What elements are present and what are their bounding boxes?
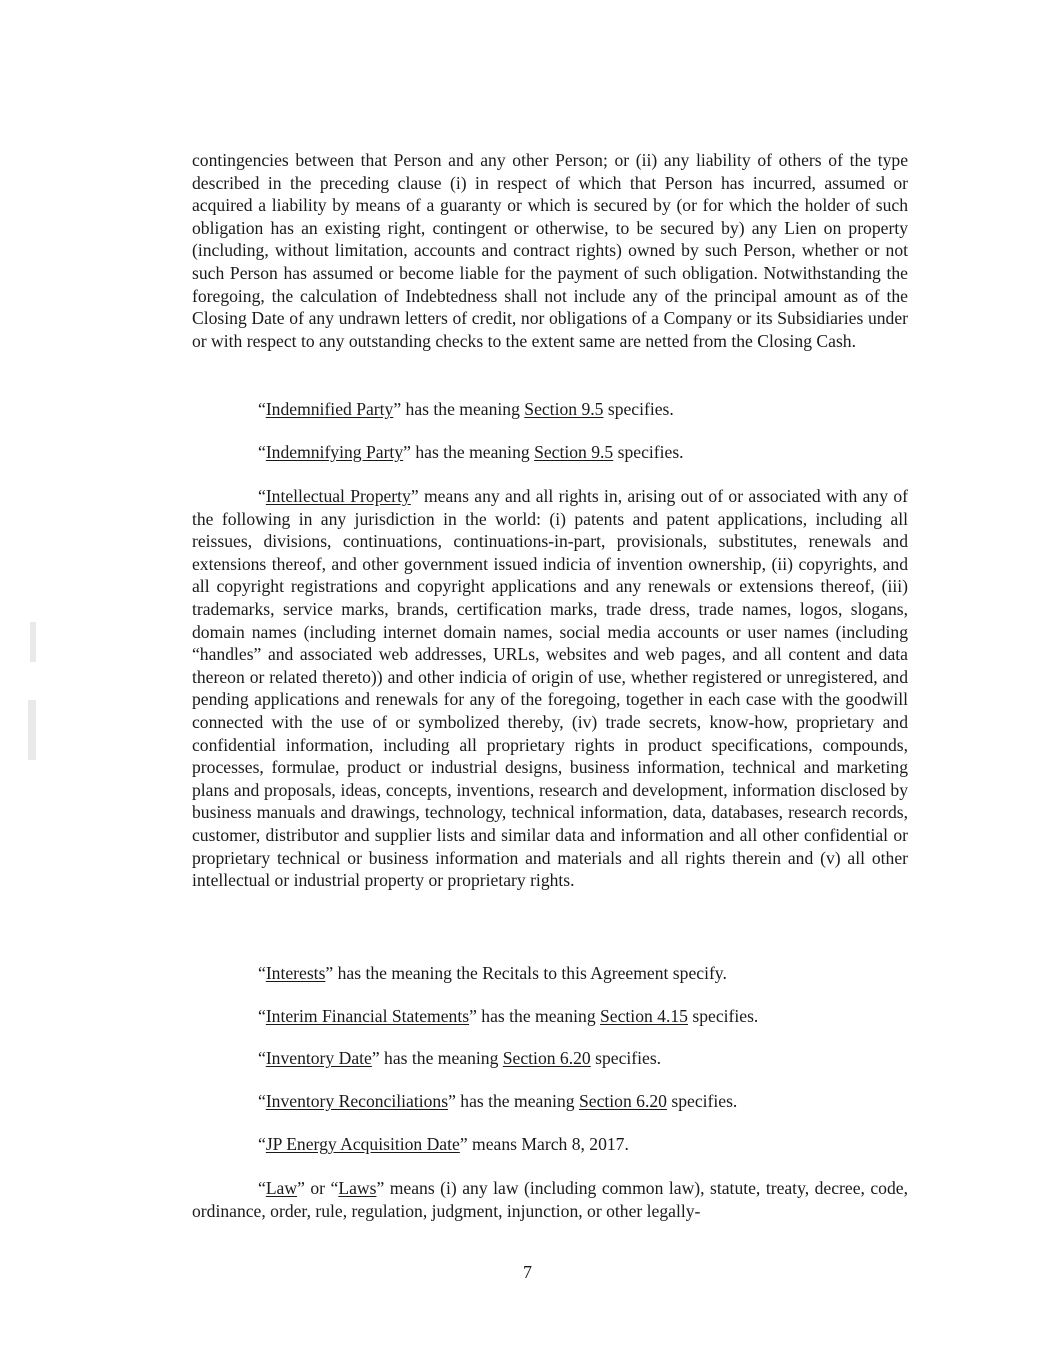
scan-artifact — [28, 700, 36, 760]
defined-term: Law — [265, 1178, 298, 1198]
section-reference: Section 4.15 — [600, 1006, 688, 1026]
definition-interim-financial-statements: “Interim Financial Statements” has the meaning Section 4.15 specifies. — [258, 1006, 759, 1026]
defined-term: Indemnified Party — [265, 399, 394, 419]
section-reference: Section 9.5 — [534, 442, 614, 462]
scan-artifact — [30, 622, 36, 662]
defined-term: Laws — [338, 1178, 377, 1198]
defined-term: Intellectual Property — [265, 486, 411, 506]
definition-jp-energy-acquisition-date: “JP Energy Acquisition Date” means March 8, 2017. — [258, 1134, 629, 1154]
definition-law: “Law” or “Laws” means (i) any law (including common law), statute, treaty, decree, code, ordinance, order, rule, regulation, judgment, injunction, or other legally- — [192, 1178, 908, 1221]
defined-term: Interim Financial Statements — [265, 1006, 470, 1026]
section-reference: Section 9.5 — [524, 399, 604, 419]
page-number: 7 — [523, 1262, 532, 1282]
defined-term: Inventory Reconciliations — [265, 1091, 449, 1111]
continuation-paragraph: contingencies between that Person and any other Person; or (ii) any liability of others of the type described in the preceding clause (i) in respect of which that Person has incurred, assumed or acquired a liability by means of a guaranty or which is secured by (or for which the holder of such obligation has an existing right, contingent or otherwise, to be secured by) any Lien on property (including, without limitation, accounts and contract rights) owned by such Person, whether or not such Person has assumed or become liable for the payment of such obligation. Notwithstanding the foregoing, the calculation of Indebtedness shall not include any of the principal amount as of the Closing Date of any undrawn letters of credit, nor obligations of a Company or its Subsidiaries under or with respect to any outstanding checks to the extent same are netted from the Closing Cash. — [192, 150, 908, 351]
definition-indemnified-party: “Indemnified Party” has the meaning Section 9.5 specifies. — [258, 399, 674, 419]
definition-intellectual-property: “Intellectual Property” means any and all rights in, arising out of or associated with any of the following in any jurisdiction in the world: (i) patents and patent applications, including all reissues, divisions, continuations, continuations-in-part, provisionals, substitutes, renewals and extensions thereof, and other government issued indicia of invention ownership, (ii) copyrights, and all copyright registrations and copyright applications and any renewals or extensions thereof, (iii) trademarks, service marks, brands, certification marks, trade dress, trade names, logos, slogans, domain names (including internet domain names, social media accounts or user names (including “handles” and associated web addresses, URLs, websites and web pages, and all content and data thereon or related thereto)) and other indicia of origin of use, whether registered or unregistered, and pending applications and renewals for any of the foregoing, together in each case with the goodwill connected with the use of or symbolized thereby, (iv) trade secrets, know-how, proprietary and confidential information, including all proprietary rights in product specifications, compounds, processes, formulae, product or industrial designs, business information, technical and marketing plans and proposals, ideas, concepts, inventions, research and development, information disclosed by business manuals and drawings, technology, technical information, data, databases, research records, customer, distributor and supplier lists and similar data and information and all other confidential or proprietary technical or business information and materials and all rights therein and (v) all other intellectual or industrial property or proprietary rights. — [192, 486, 908, 891]
section-reference: Section 6.20 — [579, 1091, 667, 1111]
definition-inventory-reconciliations: “Inventory Reconciliations” has the meaning Section 6.20 specifies. — [258, 1091, 738, 1111]
defined-term: Inventory Date — [265, 1048, 372, 1068]
definition-interests: “Interests” has the meaning the Recitals to this Agreement specify. — [258, 963, 727, 983]
section-reference: Section 6.20 — [502, 1048, 591, 1068]
defined-term: JP Energy Acquisition Date — [265, 1134, 460, 1154]
definition-indemnifying-party: “Indemnifying Party” has the meaning Section 9.5 specifies. — [258, 442, 684, 462]
defined-term: Interests — [265, 963, 326, 983]
defined-term: Indemnifying Party — [265, 442, 404, 462]
definition-inventory-date: “Inventory Date” has the meaning Section 6.20 specifies. — [258, 1048, 662, 1068]
